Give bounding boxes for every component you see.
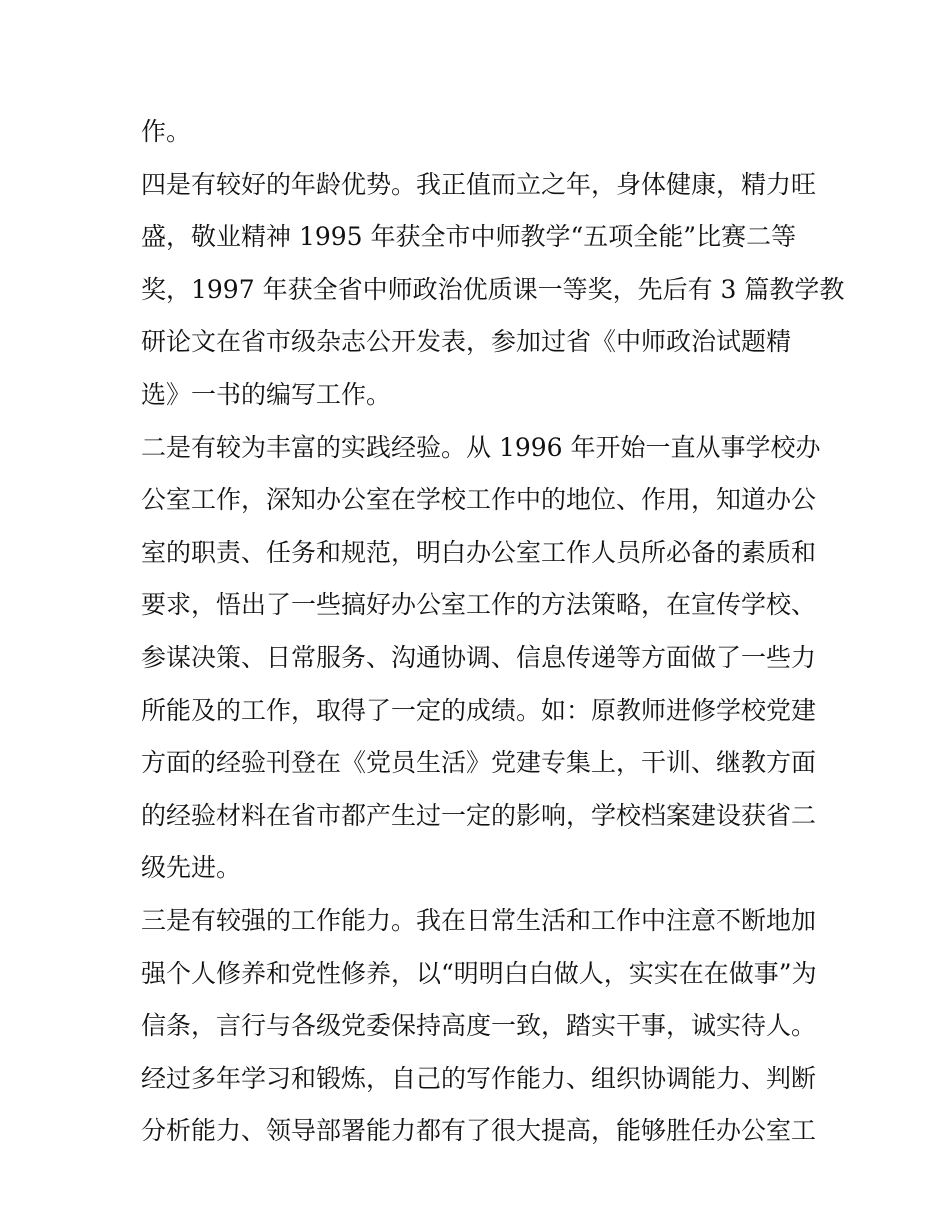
text-line: 四是有较好的年龄优势。我正值而立之年，身体健康，精力旺 — [141, 169, 817, 199]
text-line: 研论文在省市级杂志公开发表，参加过省《中师政治试题精 — [141, 327, 792, 357]
text-line: 经过多年学习和锻炼，自己的写作能力、组织协调能力、判断 — [141, 1063, 817, 1093]
document-body — [141, 106, 845, 1158]
text-line: 级先进。 — [141, 853, 242, 883]
text-line: 奖，1997 年获全省中师政治优质课一等奖，先后有 3 篇教学教 — [141, 274, 845, 304]
text-line: 方面的经验刊登在《党员生活》党建专集上，干训、继教方面 — [141, 748, 817, 778]
text-line: 作。 — [141, 117, 192, 146]
text-line: 公室工作，深知办公室在学校工作中的地位、作用，知道办公 — [141, 485, 817, 515]
text-line: 要求，悟出了一些搞好办公室工作的方法策略，在宣传学校、 — [141, 590, 817, 620]
text-line: 选》一书的编写工作。 — [141, 379, 392, 409]
text-line: 所能及的工作，取得了一定的成绩。如：原教师进修学校党建 — [141, 695, 817, 725]
text-line: 信条，言行与各级党委保持高度一致，踏实干事，诚实待人。 — [141, 1011, 817, 1041]
text-line: 参谋决策、日常服务、沟通协调、信息传递等方面做了一些力 — [141, 642, 817, 672]
text-line: 的经验材料在省市都产生过一定的影响，学校档案建设获省二 — [141, 800, 817, 830]
text-line: 三是有较强的工作能力。我在日常生活和工作中注意不断地加 — [141, 905, 817, 935]
text-line: 盛，敬业精神 1995 年获全市中师教学“五项全能”比赛二等 — [141, 222, 797, 252]
text-line: 分析能力、领导部署能力都有了很大提高，能够胜任办公室工 — [141, 1116, 817, 1146]
text-line: 二是有较为丰富的实践经验。从 1996 年开始一直从事学校办 — [141, 432, 821, 462]
text-line: 室的职责、任务和规范，明白办公室工作人员所必备的素质和 — [141, 537, 817, 567]
text-line: 强个人修养和党性修养，以“明明白白做人，实实在在做事”为 — [141, 958, 817, 988]
